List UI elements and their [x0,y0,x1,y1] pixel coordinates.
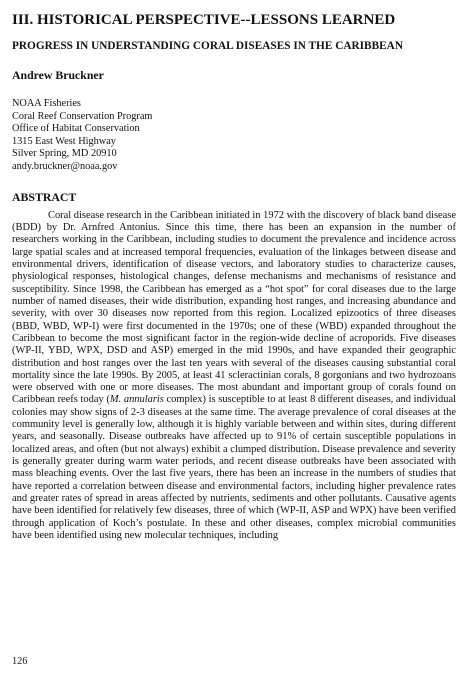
address-line: NOAA Fisheries [12,98,81,109]
paper-title: PROGRESS IN UNDERSTANDING CORAL DISEASES IN THE CARIBBEAN [12,40,403,52]
section-title: III. HISTORICAL PERSPECTIVE--LESSONS LEARNED [12,12,396,28]
address-line: Office of Habitat Conservation [12,123,140,135]
page-number: 126 [12,656,28,667]
author-address [12,98,456,174]
address-line: Silver Spring, MD 20910 [12,148,117,160]
abstract-text-part2: complex) is susceptible to at least 8 different diseases, and individual colonies may show signs of 2-3 diseases at the same time. The average prevalence of coral diseases at the community level is generally low, although it is highly variable between and within sites, during different years, and seasonally. Disease outbreaks have affected up to 91% of certain susceptible populations in localized areas, and often (but not always) exhibit a clumped distribution. Disease prevalence and severity is generally greater during warm water periods, and recent disease outbreaks have been associated with mass bleaching events. Over the last five years, there has been an increase in the numbers of studies that have reported a correlation between disease and environmental factors, including higher prevalence rates and greater rates of spread in areas affected by nutrients, sediments and other pollutants. Causative agents have been identified for relatively few diseases, three of which (WP-II, ASP and WPX) have been verified through application of Koch’s postulate. In these and other diseases, complex microbial communities have been identified using new molecular techniques, including [12,394,457,542]
abstract-heading: ABSTRACT [12,189,77,204]
abstract-text-part1: Coral disease research in the Caribbean initiated in 1972 with the discovery of black band disease (BDD) by Dr. Arnfred Antonius. Since this time, there has been an expansion in the number of researchers working in the Caribbean, including studies to document the prevalence and incidence across large spatial scales and at increased temporal frequencies, evaluation of the linkages between disease and environmental drivers, identification of disease vectors, and laboratory studies to characterize causes, physiological responses, histological changes, defense mechanisms and mechanisms of resistance and susceptibility. Since 1998, the Caribbean has emerged as a “hot spot” for coral diseases due to the large number of named diseases, their wide distribution, expanding host ranges, and increasing abundance and severity, with over 30 diseases now reported from this region. Localized epizootics of three diseases (BBD, WBD, WP-I) were first documented in the 1970s; one of these (WBD) expanded throughout the Caribbean to become the most significant factor in the region-wide decline of acroporids. Five diseases (WP-II, YBD, WPX, DSD and ASP) emerged in the mid 1990s, and have expanded their geographic distribution and host ranges over the last ten years with several of the diseases causing substantial coral mortality since the late 1990s. By 2005, at least 41 scleractinian corals, 8 gorgonians and two hydrozoans were observed with one or more diseases. The most abundant and important group of corals found on Caribbean reefs today ( [12,209,456,406]
abstract-paragraph [12,210,456,543]
author-name: Andrew Bruckner [12,68,104,82]
author-email: andy.bruckner@noaa.gov [12,160,118,172]
address-line: Coral Reef Conservation Program [12,110,153,122]
species-name: M. annularis [109,394,164,406]
address-line: 1315 East West Highway [12,135,116,147]
